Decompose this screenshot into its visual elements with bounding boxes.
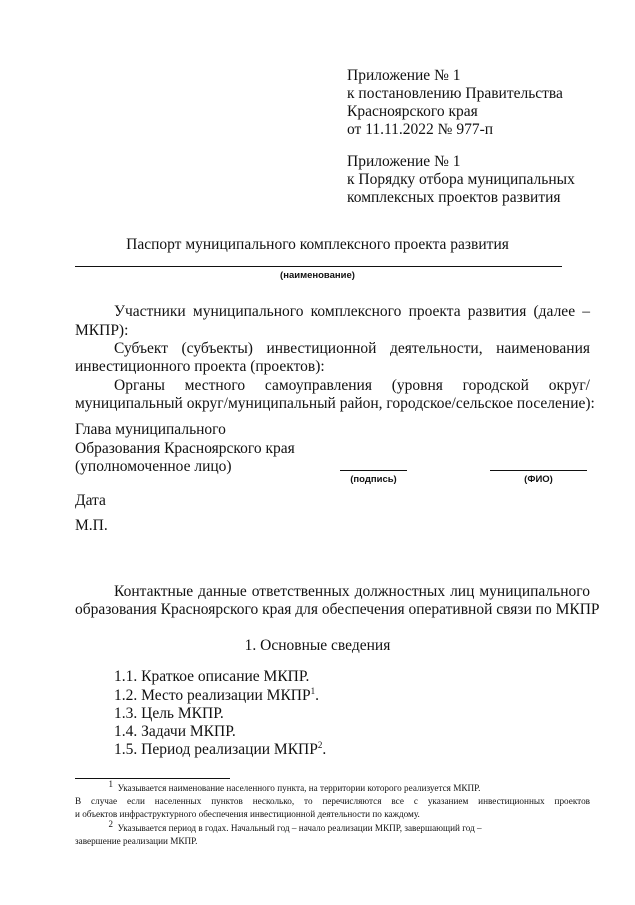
item-text: 1.4. Задачи МКПР. xyxy=(114,723,236,740)
footnote-2-line2: завершение реализации МКПР. xyxy=(75,836,198,846)
appendix-2-line1: Приложение № 1 xyxy=(347,153,461,170)
fio-caption: (ФИО) xyxy=(524,474,553,485)
signatory-line2: Образования Красноярского края xyxy=(75,440,295,457)
participants-p1-line1: Участники муниципального комплексного проекта развития (далее – xyxy=(114,303,590,320)
footnote-1-line2: В случае если населенных пунктов несколько, то перечисляются все с указанием инвестиционных проектов xyxy=(75,796,590,806)
list-item xyxy=(114,686,319,705)
footnote-ref: 1 xyxy=(310,685,316,696)
contacts-line2: образования Красноярского края для обеспечения оперативной связи по МКПР xyxy=(75,601,600,618)
footnote-2-line1 xyxy=(75,818,590,834)
signatory-line1: Глава муниципального xyxy=(75,421,226,438)
date-label: Дата xyxy=(75,492,106,509)
appendix-1-line3: Красноярского края xyxy=(347,103,478,120)
item-tail: . xyxy=(322,741,327,758)
list-item xyxy=(114,722,236,741)
item-text: 1.3. Цель МКПР. xyxy=(114,705,224,722)
participants-p3-line1: Органы местного самоуправления (уровня городской округ/ xyxy=(114,377,590,394)
appendix-1-line1: Приложение № 1 xyxy=(347,67,461,84)
appendix-2-line2: к Порядку отбора муниципальных xyxy=(347,171,575,188)
footnote-1-line1 xyxy=(75,778,590,794)
footnote-1-mark: 1 xyxy=(108,778,113,789)
item-tail: . xyxy=(315,687,319,704)
footnote-1-text1: Указывается наименование населенного пункта, на территории которого реализуется МКПР. xyxy=(117,783,481,793)
item-text: 1.1. Краткое описание МКПР. xyxy=(114,668,310,685)
footnote-1-line3: и объектов инфраструктурного обеспечения инвестиционной деятельности по каждому. xyxy=(75,809,420,819)
signature-line xyxy=(340,470,407,471)
participants-p1-line2: МКПР): xyxy=(75,322,129,339)
fio-line xyxy=(490,470,587,471)
list-item xyxy=(114,667,309,686)
signature-caption: (подпись) xyxy=(350,474,397,485)
appendix-1-line4: от 11.11.2022 № 977-п xyxy=(347,121,494,138)
item-text: 1.2. Место реализации МКПР xyxy=(114,687,311,704)
name-underline xyxy=(75,266,562,267)
appendix-2-line3: комплексных проектов развития xyxy=(347,189,561,206)
item-text: 1.5. Период реализации МКПР xyxy=(114,741,318,758)
participants-p3-line2: муниципальный округ/муниципальный район, городское/сельское поселение): xyxy=(75,395,595,412)
name-caption: (наименование) xyxy=(280,270,355,281)
list-item xyxy=(114,704,224,723)
participants-p2-line2: инвестиционного проекта (проектов): xyxy=(75,358,325,375)
footnote-2-text1: Указывается период в годах. Начальный год – начало реализации МКПР, завершающий год – xyxy=(117,823,482,833)
section-title: 1. Основные сведения xyxy=(244,637,391,654)
stamp-label: М.П. xyxy=(75,517,108,534)
participants-p2-line1: Субъект (субъекты) инвестиционной деятельности, наименования xyxy=(114,340,590,357)
footnote-ref: 2 xyxy=(317,739,323,750)
footnote-2-mark: 2 xyxy=(108,818,113,829)
contacts-line1: Контактные данные ответственных должностных лиц муниципального xyxy=(114,583,590,600)
page-title: Паспорт муниципального комплексного проекта развития xyxy=(126,236,509,253)
list-item xyxy=(114,740,326,759)
footnote-separator xyxy=(75,778,230,779)
appendix-1-line2: к постановлению Правительства xyxy=(347,85,563,102)
signatory-line3: (уполномоченное лицо) xyxy=(75,458,232,475)
